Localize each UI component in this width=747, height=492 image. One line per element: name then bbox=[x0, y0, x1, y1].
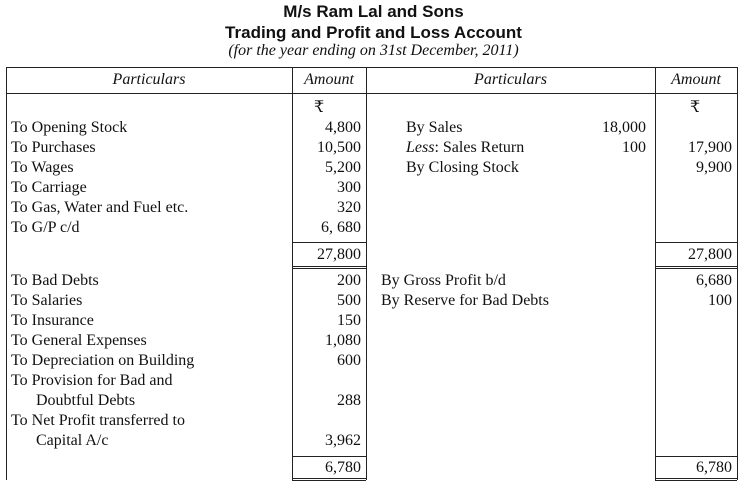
debit-particulars-header: Particulars bbox=[112, 71, 186, 88]
debit-trading-total: 27,800 bbox=[317, 246, 361, 263]
list-item: To Insurance bbox=[11, 312, 94, 329]
debit-amount-right-rule bbox=[366, 67, 367, 480]
amount-cell: 6, 680 bbox=[321, 219, 361, 236]
less-word: Less bbox=[406, 139, 435, 156]
list-item: To Purchases bbox=[11, 139, 96, 156]
sales-return-label bbox=[406, 138, 524, 158]
list-item: To Depreciation on Building bbox=[11, 352, 195, 369]
amount-cell: 150 bbox=[337, 312, 361, 329]
closing-stock-amount: 9,900 bbox=[696, 159, 732, 176]
list-item: To G/P c/d bbox=[11, 219, 80, 236]
debit-pl-total: 6,780 bbox=[325, 459, 361, 476]
amount-cell: 200 bbox=[337, 272, 361, 289]
account-title: Trading and Profit and Loss Account bbox=[225, 23, 522, 42]
table-right-border bbox=[737, 67, 738, 480]
credit-pl-total-top-rule bbox=[655, 456, 737, 457]
period-subtitle: (for the year ending on 31st December, 2011) bbox=[228, 42, 519, 59]
credit-trading-total: 27,800 bbox=[688, 246, 732, 263]
list-item: To Provision for Bad and bbox=[11, 372, 173, 389]
amount-cell: 6,680 bbox=[696, 272, 732, 289]
list-item: To Bad Debts bbox=[11, 272, 99, 289]
list-item: To Salaries bbox=[11, 292, 83, 309]
credit-trading-total-double-rule bbox=[655, 268, 737, 269]
header-bottom-rule bbox=[6, 93, 738, 94]
amount-cell: 3,962 bbox=[325, 432, 361, 449]
list-item: By Gross Profit b/d bbox=[381, 272, 506, 289]
debit-trading-total-top-rule bbox=[292, 242, 366, 243]
amount-cell: 4,800 bbox=[325, 119, 361, 136]
amount-cell: 320 bbox=[337, 199, 361, 216]
credit-currency-symbol: ₹ bbox=[690, 99, 701, 116]
amount-cell: 1,080 bbox=[325, 332, 361, 349]
list-item: By Reserve for Bad Debts bbox=[381, 292, 549, 309]
credit-pl-total-double-rule bbox=[655, 480, 737, 481]
amount-cell: 300 bbox=[337, 179, 361, 196]
debit-trading-total-double-rule bbox=[292, 266, 366, 267]
sales-return-text: : Sales Return bbox=[434, 139, 525, 156]
table-top-rule bbox=[6, 67, 738, 68]
sales-inner-amount: 18,000 bbox=[602, 119, 646, 136]
amount-cell: 500 bbox=[337, 292, 361, 309]
credit-pl-total-double-rule bbox=[655, 478, 737, 479]
list-item-continuation: Capital A/c bbox=[36, 432, 109, 449]
credit-amount-header: Amount bbox=[671, 71, 721, 88]
net-sales-amount: 17,900 bbox=[688, 139, 732, 156]
credit-particulars-header: Particulars bbox=[474, 71, 547, 88]
debit-currency-symbol: ₹ bbox=[314, 99, 325, 116]
sales-label: By Sales bbox=[406, 119, 463, 136]
debit-pl-total-double-rule bbox=[292, 478, 366, 479]
credit-trading-total-double-rule bbox=[655, 266, 737, 267]
closing-stock-label: By Closing Stock bbox=[406, 159, 519, 176]
list-item: To General Expenses bbox=[11, 332, 147, 349]
list-item: To Net Profit transferred to bbox=[11, 412, 185, 429]
list-item: To Opening Stock bbox=[11, 119, 128, 136]
credit-pl-total: 6,780 bbox=[696, 459, 732, 476]
list-item-continuation: Doubtful Debts bbox=[36, 392, 136, 409]
credit-trading-total-top-rule bbox=[655, 242, 737, 243]
amount-cell: 600 bbox=[337, 352, 361, 369]
amount-cell: 100 bbox=[708, 292, 732, 309]
amount-cell: 10,500 bbox=[317, 139, 361, 156]
table-left-border bbox=[6, 67, 7, 480]
list-item: To Gas, Water and Fuel etc. bbox=[11, 199, 189, 216]
debit-pl-total-double-rule bbox=[292, 480, 366, 481]
list-item: To Wages bbox=[11, 159, 74, 176]
debit-trading-total-double-rule bbox=[292, 268, 366, 269]
sales-return-inner-amount: 100 bbox=[622, 139, 646, 156]
amount-cell: 5,200 bbox=[325, 159, 361, 176]
firm-name: M/s Ram Lal and Sons bbox=[283, 2, 464, 21]
debit-pl-total-top-rule bbox=[292, 456, 366, 457]
list-item: To Carriage bbox=[11, 179, 87, 196]
debit-amount-header: Amount bbox=[304, 71, 354, 88]
amount-cell: 288 bbox=[337, 392, 361, 409]
